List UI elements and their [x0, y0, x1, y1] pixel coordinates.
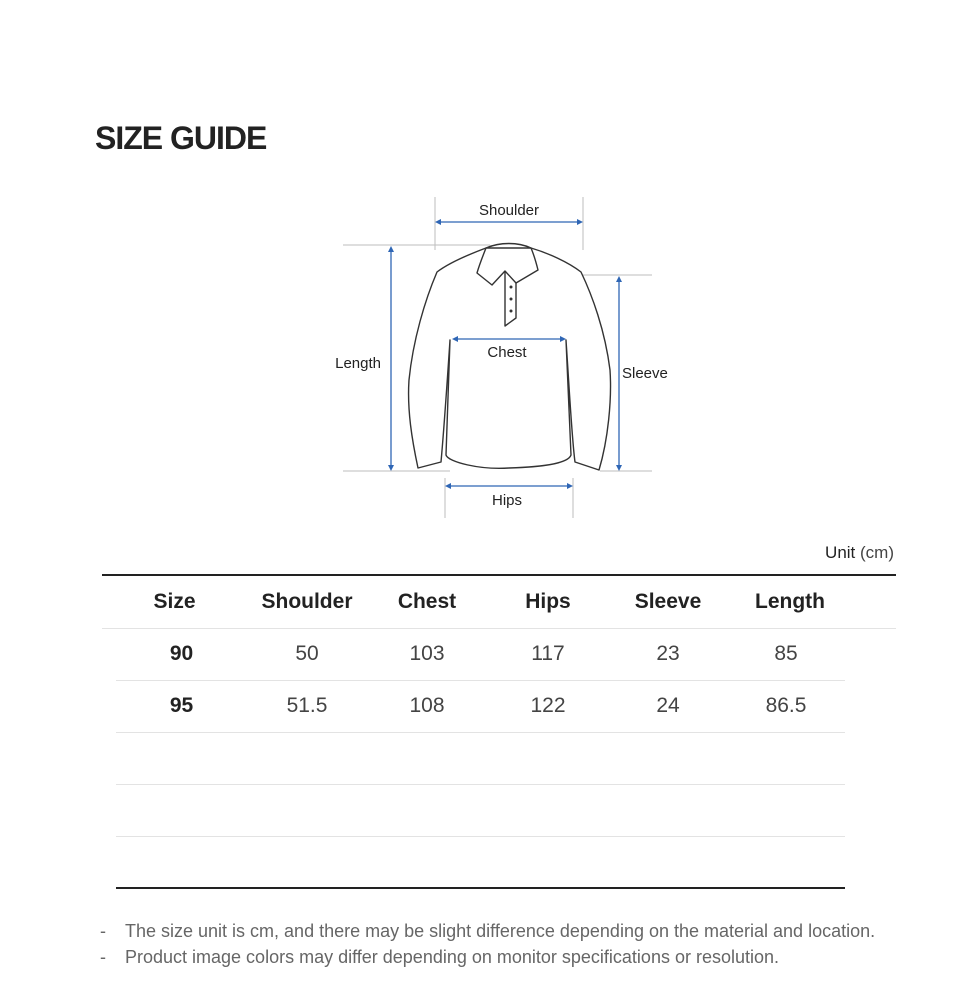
header-shoulder: Shoulder — [261, 590, 353, 613]
table-row — [116, 836, 845, 889]
sleeve-label: Sleeve — [622, 365, 668, 382]
cell-size: 95 — [169, 694, 194, 717]
table-row — [116, 628, 845, 681]
page-title: SIZE GUIDE — [95, 120, 267, 156]
note-text: The size unit is cm, and there may be slight difference depending on the material and location. — [125, 920, 876, 941]
header-size: Size — [153, 590, 196, 613]
note-dash: - — [100, 920, 106, 941]
unit-text: Unit — [825, 543, 856, 562]
table-row — [116, 680, 845, 733]
note-item — [100, 944, 875, 970]
table-header-row — [102, 576, 896, 629]
cell-shoulder: 50 — [295, 642, 319, 665]
header-chest: Chest — [397, 590, 457, 613]
note-dash: - — [100, 946, 106, 967]
cell-hips: 117 — [531, 642, 565, 665]
note-item — [100, 918, 875, 944]
header-sleeve: Sleeve — [634, 590, 702, 613]
cell-chest: 108 — [409, 694, 445, 717]
cell-sleeve: 24 — [656, 694, 680, 717]
length-label: Length — [335, 355, 381, 372]
cell-chest: 103 — [409, 642, 445, 665]
cell-size: 90 — [169, 642, 194, 665]
note-text: Product image colors may differ depending on monitor specifications or resolution. — [125, 946, 780, 967]
cell-hips: 122 — [530, 694, 566, 717]
cell-length: 85 — [774, 642, 798, 665]
table-row — [116, 784, 845, 837]
header-hips: Hips — [525, 590, 571, 613]
chest-label: Chest — [487, 344, 527, 361]
table-bottom-rule — [116, 887, 845, 889]
hips-label: Hips — [491, 492, 523, 509]
unit-value: (cm) — [860, 543, 894, 562]
shoulder-label: Shoulder — [478, 202, 540, 219]
cell-length: 86.5 — [765, 694, 807, 717]
notes-list — [100, 918, 875, 970]
cell-shoulder: 51.5 — [286, 694, 328, 717]
table-row — [116, 732, 845, 785]
header-length: Length — [755, 590, 825, 613]
cell-sleeve: 23 — [656, 642, 680, 665]
unit-label — [825, 543, 894, 563]
